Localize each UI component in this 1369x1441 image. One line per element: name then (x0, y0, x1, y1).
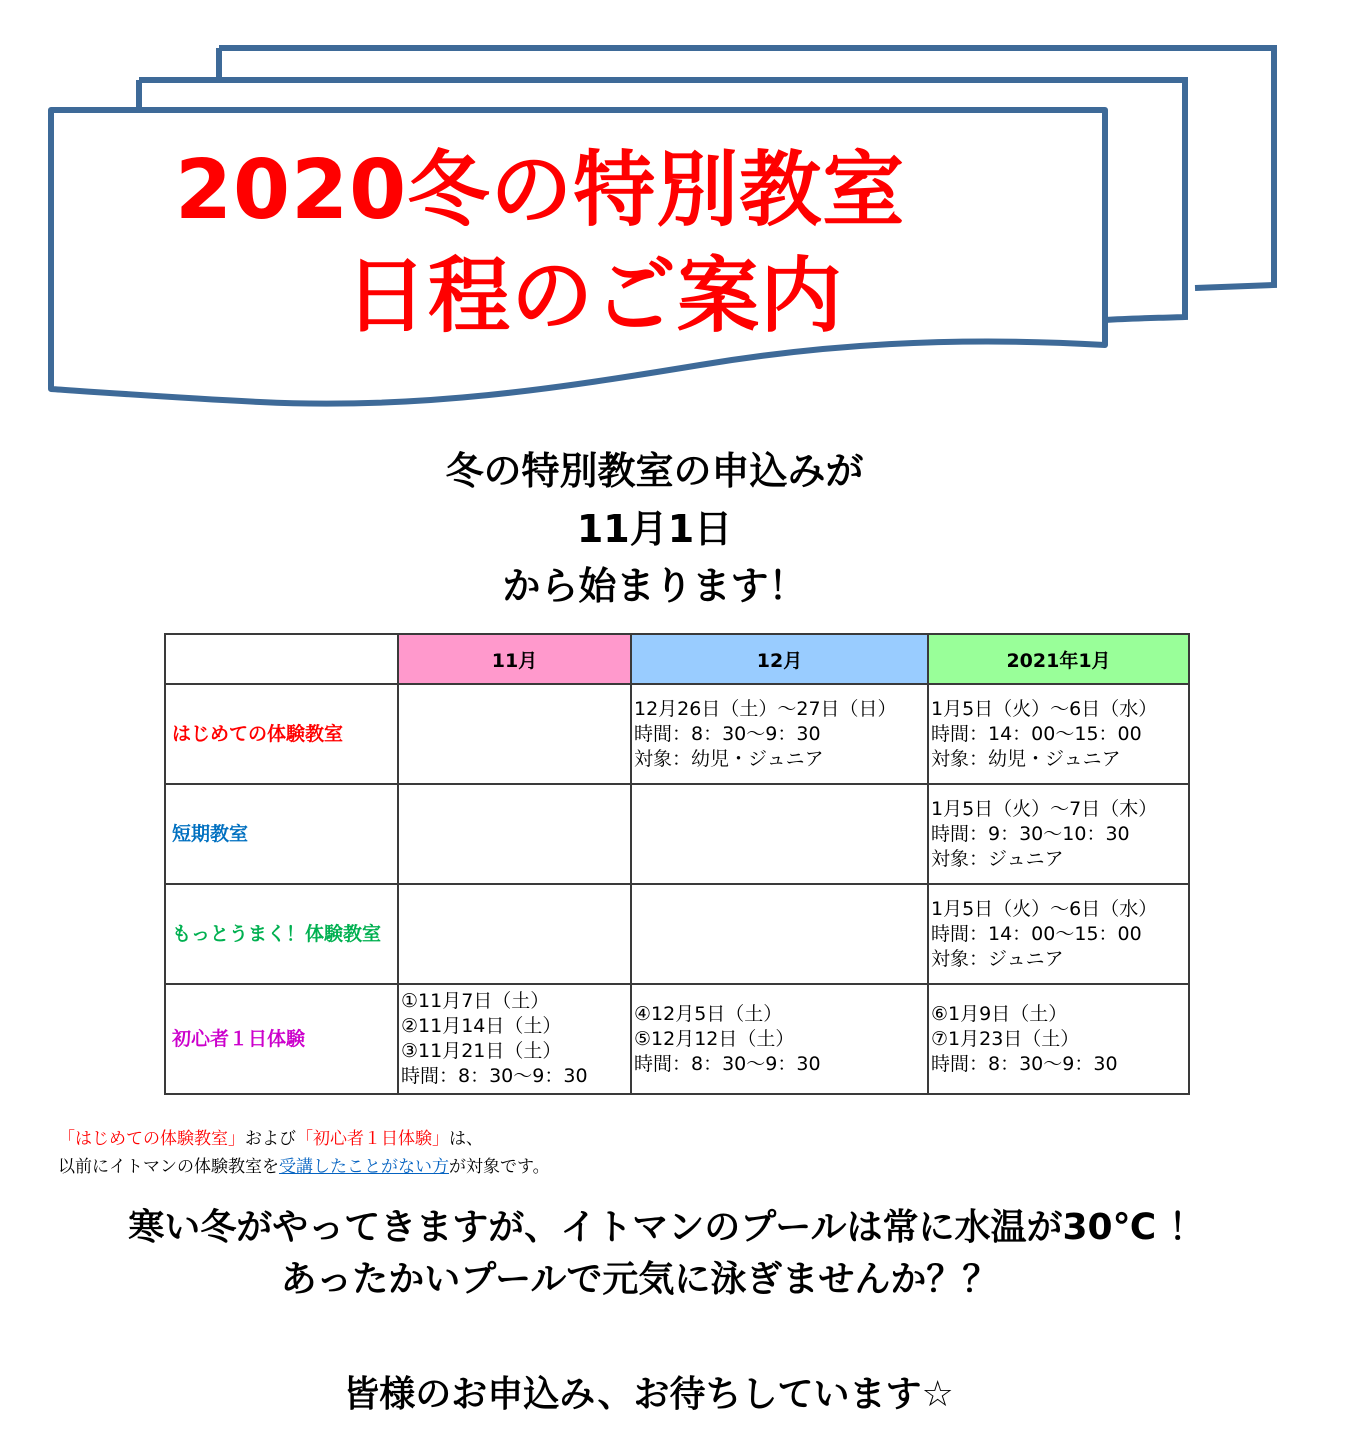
cell-short-term-jan: 1月5日（火）～7日（木） 時間：9：30～10：30 対象：ジュニア (928, 784, 1189, 884)
table-row (165, 984, 1189, 1094)
cell-short-term-nov (398, 784, 631, 884)
schedule-table (164, 633, 1190, 1095)
note-beginner-day-name: 「初心者１日体験」 (296, 1129, 449, 1149)
page-title-line-1: 2020冬の特別教室 (175, 143, 906, 238)
cell-beginner-day-nov: ①11月7日（土） ②11月14日（土） ③11月21日（土） 時間：8：30～9：30 (398, 984, 631, 1094)
note-suffix: が対象です。 (449, 1157, 550, 1177)
row-label-improve-trial: もっとうまく！体験教室 (165, 884, 398, 984)
cell-short-term-dec (631, 784, 928, 884)
table-row (165, 684, 1189, 784)
cell-beginner-day-dec: ④12月5日（土） ⑤12月12日（土） 時間：8：30～9：30 (631, 984, 928, 1094)
header-november: 11月 (398, 634, 631, 684)
note-first-trial-name: 「はじめての体験教室」 (58, 1129, 245, 1149)
closing-line-2: あったかいプールで元気に泳ぎませんか？？ (280, 1259, 999, 1300)
note-wa: は、 (449, 1129, 483, 1149)
row-label-beginner-day: 初心者１日体験 (165, 984, 398, 1094)
intro-line-1: 冬の特別教室の申込みが (445, 449, 864, 493)
eligibility-note (58, 1125, 550, 1181)
table-row (165, 884, 1189, 984)
header-december: 12月 (631, 634, 928, 684)
cell-improve-trial-jan: 1月5日（火）～6日（水） 時間：14：00～15：00 対象：ジュニア (928, 884, 1189, 984)
cell-first-trial-jan: 1月5日（火）～6日（水） 時間：14：00～15：00 対象：幼児・ジュニア (928, 684, 1189, 784)
note-and: および (245, 1129, 296, 1149)
note-prefix: 以前にイトマンの体験教室を (58, 1157, 279, 1177)
table-row (165, 784, 1189, 884)
cell-improve-trial-nov (398, 884, 631, 984)
note-never-attended-link[interactable]: 受講したことがない方 (279, 1157, 449, 1177)
row-label-first-trial: はじめての体験教室 (165, 684, 398, 784)
closing-line-3: 皆様のお申込み、お待ちしています☆ (343, 1374, 954, 1415)
cell-beginner-day-jan: ⑥1月9日（土） ⑦1月23日（土） 時間：8：30～9：30 (928, 984, 1189, 1094)
cell-first-trial-nov (398, 684, 631, 784)
cell-first-trial-dec: 12月26日（土）～27日（日） 時間：8：30～9：30 対象：幼児・ジュニア (631, 684, 928, 784)
note-line-1 (58, 1125, 550, 1153)
closing-line-1: 寒い冬がやってきますが、イトマンのプールは常に水温が30℃ ！ (128, 1207, 1205, 1248)
page-title-line-2: 日程のご案内 (345, 249, 844, 344)
cell-improve-trial-dec (631, 884, 928, 984)
note-line-2 (58, 1153, 550, 1181)
header-corner (165, 634, 398, 684)
intro-start-date: 11月1日 (576, 507, 733, 551)
header-january-2021: 2021年1月 (928, 634, 1189, 684)
table-header-row (165, 634, 1189, 684)
intro-line-3: から始まります！ (502, 564, 807, 608)
row-label-short-term: 短期教室 (165, 784, 398, 884)
